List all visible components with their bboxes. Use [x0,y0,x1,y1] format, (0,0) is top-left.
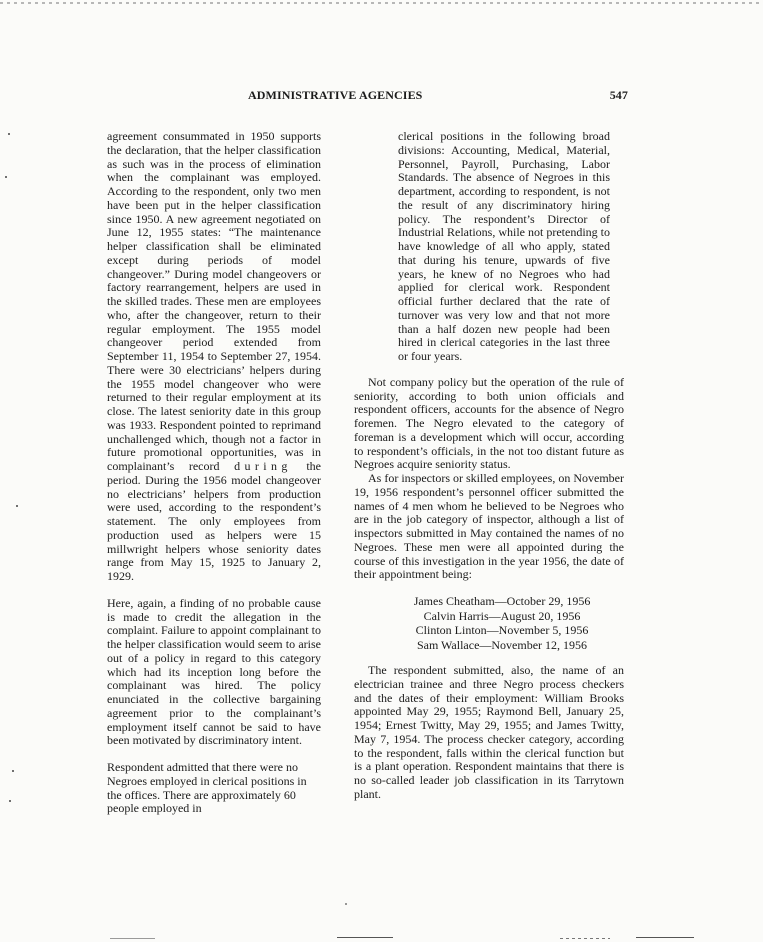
right-paragraph-1: Not company policy but the operation of the rule of seniority, according to both union officials and respondent officers, accounts for the absence of Negro foremen. The Negro elevated to the category of foreman is a development which will occur, according to respondent’s officials, in the not too distant future as Negroes acquire seniority status. [354,374,624,472]
left-paragraph-1-text: agreement consummated in 1950 supports the declaration, that the helper classification as such was in the process of elimination when the complainant was employed. According to the respondent, only two men have been put in the helper classification since 1950. A new agreement negotiated on June 12, 1955 states: “The maintenance helper classification shall be eliminated except during periods of model changeover.” During model changeovers or factory rearrangement, helpers are used in the skilled trades. These men are employees who, after the changeover, return to their regular employment. The 1955 model changeover period extended from September 11, 1954 to September 27, 1954. There were 30 electricians’ helpers during the 1955 model changeover who were returned to their regular employment at its close. The latest seniority date in this group was 1933. Respondent pointed to reprimand unchallenged which, though not a factor in future promotional opportunities, was in complainant’s record [107,129,321,473]
left-paragraph-1 [107,130,321,584]
margin-speck [12,770,14,772]
right-paragraph-2: As for inspectors or skilled employees, on November 19, 1956 respondent’s personnel officer submitted the names of 4 men whom he believed to be Negroes who are in the job category of inspector, although a list of inspectors submitted in May contained the names of no Negroes. These men were all appointed during the course of this investigation in the year 1956, the date of their appointment being: [354,471,624,582]
appointment-item: Sam Wallace—November 12, 1956 [416,637,588,652]
appointment-item: Calvin Harris—August 20, 1956 [423,608,581,623]
running-title: ADMINISTRATIVE AGENCIES [248,88,423,102]
appointment-item: Clinton Linton—November 5, 1956 [415,623,589,637]
appointment-list [354,594,624,652]
right-column [354,130,624,802]
left-paragraph-1-end: the period. During the 1956 model changeover no electricians’ helpers from production were used, according to the respondent’s statement. The only employees from production used as helpers were 15 millwright helpers whose seniority dates range from May 15, 1925 to January 2, 1929. [107,459,322,583]
appointment-item: James Cheatham—October 29, 1956 [413,594,591,608]
margin-speck [8,133,10,135]
page-number: 547 [609,88,628,102]
right-paragraph-3: The respondent submitted, also, the name of an electrician trainee and three Negro process checkers and the dates of their employment: William Brooks appointed May 29, 1955; Raymond Bell, January 25, 1954; Ernest Twitty, May 29, 1955; and James Twitty, May 7, 1954. The process checker category, according to the respondent, falls within the clerical function but is a plant operation. Respondent maintains that there is no so-called leader job classification in its Tarrytown plant. [354,663,624,801]
left-paragraph-2: Here, again, a finding of no probable cause is made to credit the allegation in the complaint. Failure to appoint complainant to the helper classification would seem to arise out of a policy in regard to this category which had its inception long before the complainant was hired. The policy enunciated in the collective bargaining agreement prior to the complainant’s employment itself cannot be said to have been motivated by discriminatory intent. [107,595,321,748]
margin-speck [345,903,347,905]
margin-speck [5,176,7,178]
bottom-scan-mark [337,937,393,938]
margin-speck [16,505,18,507]
bottom-scan-mark [636,937,694,938]
spaced-word: during [234,459,292,473]
bottom-scan-mark [110,938,155,939]
bottom-scan-mark [560,938,610,939]
top-dotted-border [0,2,763,4]
left-paragraph-3: Respondent admitted that there were no Negroes employed in clerical positions in the offices. There are approximately 60 people employed in [107,760,307,816]
margin-speck [9,800,11,802]
right-indented-block: clerical positions in the following broad divisions: Accounting, Medical, Material, Personnel, Payroll, Purchasing, Labor Standards. The absence of Negroes in this department, according to respondent, is not the result of any discriminatory hiring policy. The respondent’s Director of Industrial Relations, while not pretending to have knowledge of all who apply, stated that during his tenure, upwards of five years, he knew of no Negroes who had applied for clerical work. Respondent official further declared that the rate of turnover was very low and that not more than a half dozen new people had been hired in clerical categories in the last three or four years. [398,129,610,363]
left-column [107,130,321,816]
